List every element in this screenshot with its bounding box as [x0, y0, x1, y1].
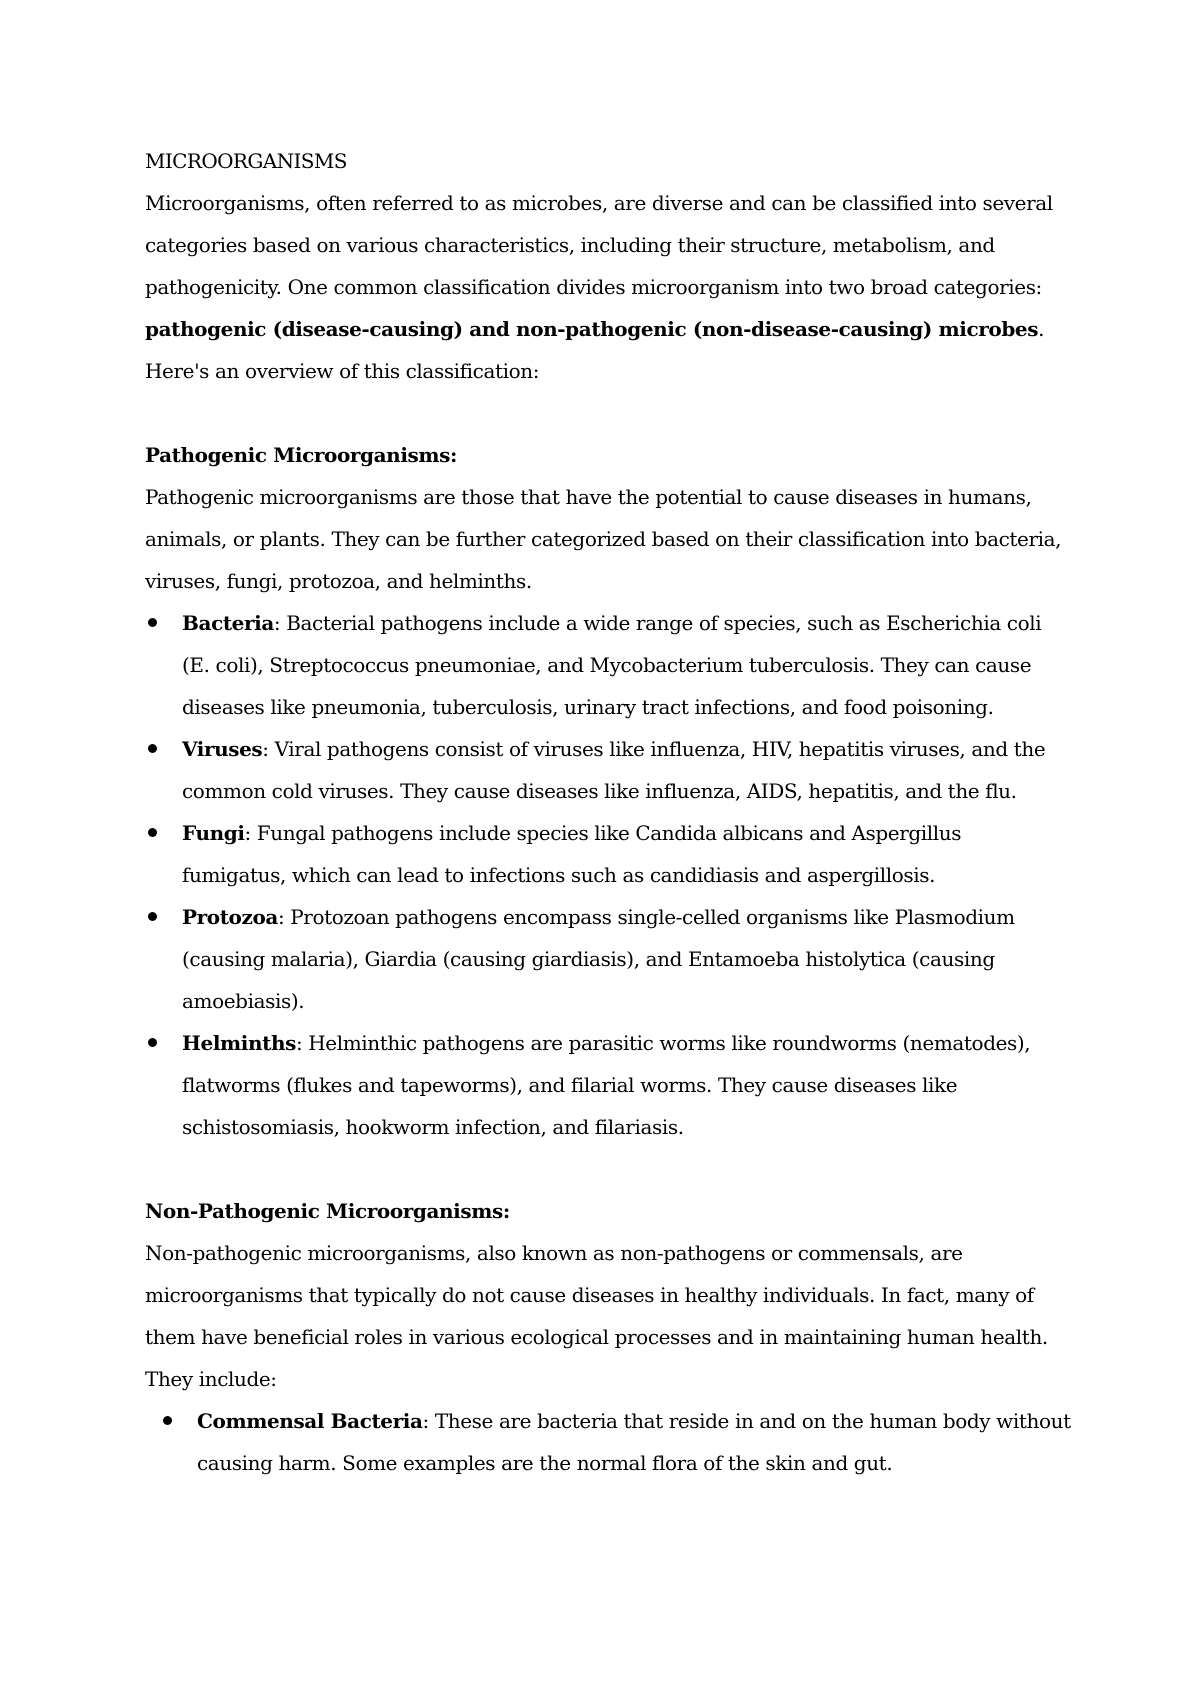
list-item-protozoa: [145, 896, 1075, 1022]
bullet-icon: [148, 1038, 157, 1047]
item-text: schistosomiasis, hookworm infection, and filariasis.: [182, 1115, 684, 1139]
non-pathogenic-list: [145, 1400, 1075, 1484]
bullet-icon: [148, 828, 157, 837]
list-item-fungi: [145, 812, 1075, 896]
item-text: : Fungal pathogens include species like Candida albicans and Aspergillus: [244, 821, 962, 845]
pathogenic-heading: Pathogenic Microorganisms:: [145, 443, 457, 467]
pathogenic-line: animals, or plants. They can be further categorized based on their classification into bacteria,: [145, 527, 1062, 551]
item-term: Commensal Bacteria: [197, 1409, 423, 1433]
item-text: common cold viruses. They cause diseases like influenza, AIDS, hepatitis, and the flu.: [182, 779, 1017, 803]
bullet-icon: [148, 744, 157, 753]
pathogenic-section: [145, 434, 1075, 1148]
intro-bold-text: pathogenic (disease-causing) and non-pathogenic (non-disease-causing) microbes: [145, 317, 1039, 341]
item-text: (causing malaria), Giardia (causing giardiasis), and Entamoeba histolytica (causing: [182, 947, 995, 971]
non-pathogenic-section: [145, 1190, 1075, 1484]
item-term: Fungi: [182, 821, 245, 845]
item-text: : Viral pathogens consist of viruses like influenza, HIV, hepatitis viruses, and the: [262, 737, 1046, 761]
item-term: Viruses: [182, 737, 263, 761]
document-body: [145, 140, 1075, 1484]
intro-line: Microorganisms, often referred to as microbes, are diverse and can be classified into several: [145, 191, 1053, 215]
non-pathogenic-line: Non-pathogenic microorganisms, also known as non-pathogens or commensals, are: [145, 1241, 963, 1265]
item-text: : Bacterial pathogens include a wide range of species, such as Escherichia coli: [273, 611, 1042, 635]
intro-bold-tail: .: [1038, 317, 1045, 341]
bullet-icon: [148, 912, 157, 921]
item-text: flatworms (flukes and tapeworms), and filarial worms. They cause diseases like: [182, 1073, 958, 1097]
item-term: Protozoa: [182, 905, 278, 929]
list-item-helminths: [145, 1022, 1075, 1148]
intro-line: categories based on various characteristics, including their structure, metabolism, and: [145, 233, 995, 257]
intro-line: pathogenicity. One common classification divides microorganism into two broad categories:: [145, 275, 1042, 299]
pathogenic-list: [145, 602, 1075, 1148]
list-item-bacteria: [145, 602, 1075, 728]
non-pathogenic-line: them have beneficial roles in various ecological processes and in maintaining human health.: [145, 1325, 1048, 1349]
item-text: : Helminthic pathogens are parasitic worms like roundworms (nematodes),: [295, 1031, 1031, 1055]
pathogenic-line: viruses, fungi, protozoa, and helminths.: [145, 569, 532, 593]
item-text: diseases like pneumonia, tuberculosis, urinary tract infections, and food poisoning.: [182, 695, 994, 719]
item-term: Bacteria: [182, 611, 274, 635]
bullet-icon: [163, 1416, 172, 1425]
list-item-viruses: [145, 728, 1075, 812]
pathogenic-line: Pathogenic microorganisms are those that have the potential to cause diseases in humans,: [145, 485, 1032, 509]
intro-paragraph: [145, 182, 1075, 392]
intro-bold-line: [145, 308, 1075, 350]
item-term: Helminths: [182, 1031, 296, 1055]
intro-line: Here's an overview of this classification:: [145, 359, 540, 383]
list-item-commensal-bacteria: [145, 1400, 1075, 1484]
item-text: : These are bacteria that reside in and on the human body without: [422, 1409, 1071, 1433]
paragraph-gap: [145, 392, 1075, 434]
item-text: causing harm. Some examples are the normal flora of the skin and gut.: [197, 1451, 893, 1475]
item-text: : Protozoan pathogens encompass single-celled organisms like Plasmodium: [277, 905, 1015, 929]
item-text: fumigatus, which can lead to infections such as candidiasis and aspergillosis.: [182, 863, 936, 887]
bullet-icon: [148, 618, 157, 627]
non-pathogenic-line: They include:: [145, 1367, 277, 1391]
non-pathogenic-heading: Non-Pathogenic Microorganisms:: [145, 1199, 510, 1223]
item-text: (E. coli), Streptococcus pneumoniae, and Mycobacterium tuberculosis. They can cause: [182, 653, 1032, 677]
document-title: MICROORGANISMS: [145, 149, 347, 173]
non-pathogenic-line: microorganisms that typically do not cause diseases in healthy individuals. In fact, many of: [145, 1283, 1034, 1307]
item-text: amoebiasis).: [182, 989, 305, 1013]
paragraph-gap: [145, 1148, 1075, 1190]
